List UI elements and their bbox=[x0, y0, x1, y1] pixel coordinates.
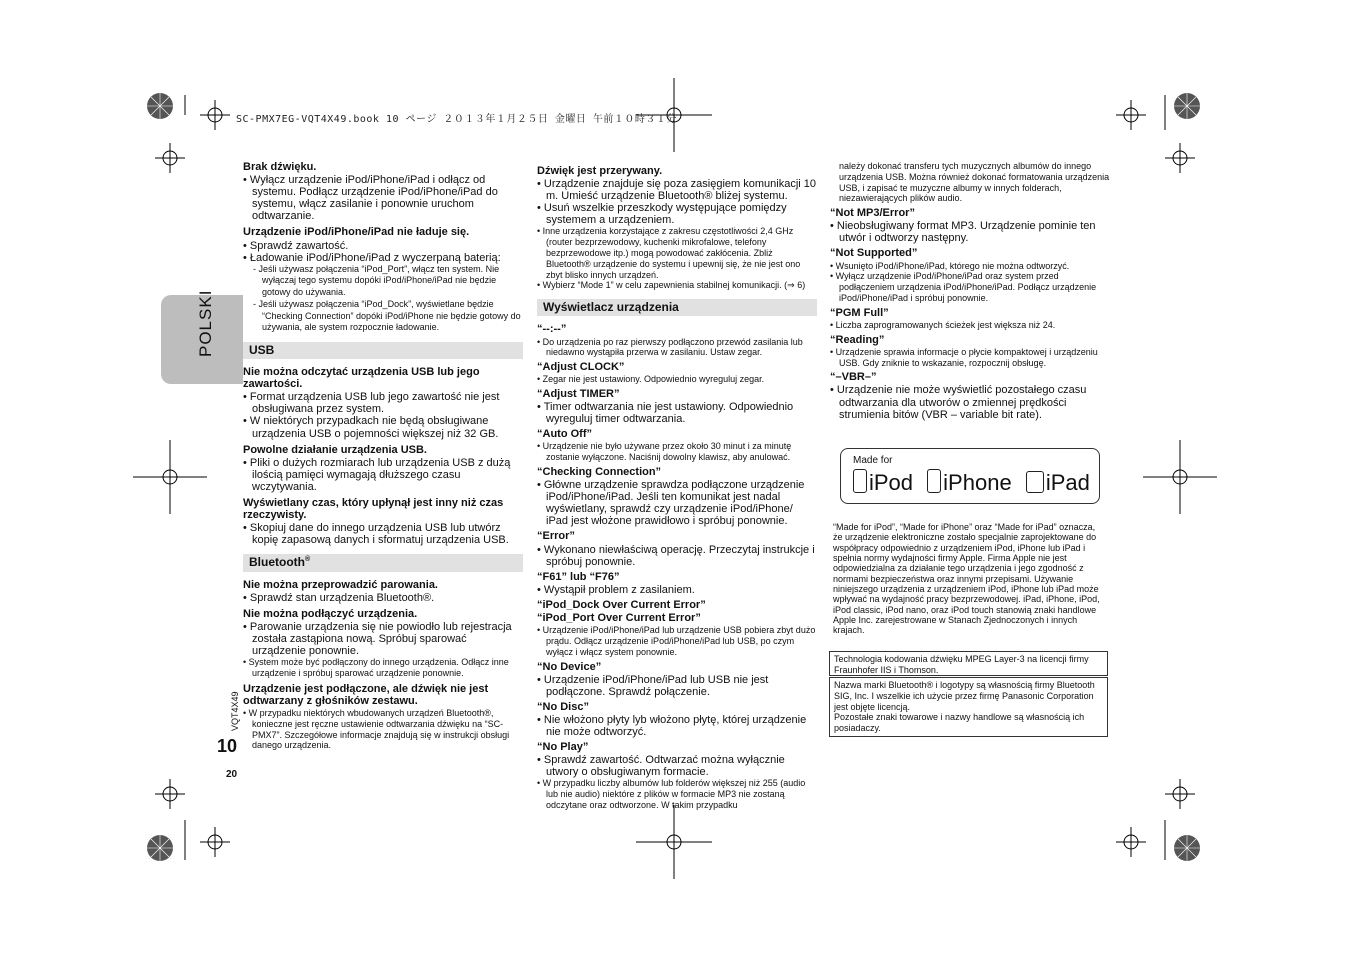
message-explanation: • Urządzenie nie może wyświetlić pozostałego czasu odtwarzania dla utworów o zmiennej prędkości strumienia bitów (VBR – variable bit rate). bbox=[830, 384, 1110, 420]
solution-bullet: • Urządzenie znajduje się poza zasięgiem komunikacji 10 m. Umieść urządzenie Bluetooth® bliżej systemu. bbox=[537, 178, 817, 202]
display-message: “Auto Off” bbox=[537, 428, 592, 441]
message-explanation: • Urządzenie sprawia informacje o płycie kompaktowej i urządzeniu USB. Gdy zniknie to wskazanie, rozpocznij obsługę. bbox=[830, 347, 1110, 369]
problem-heading: Nie można odczytać urządzenia USB lub jego zawartości. bbox=[243, 366, 480, 391]
solution-bullet: • Wybierz “Mode 1” w celu zapewnienia stabilnej komunikacji. (⇒ 6) bbox=[537, 280, 817, 291]
mpeg-license-text: Technologia kodowania dźwięku MPEG Layer-3 na licencji firmy Fraunhofer IIS i Thomson. bbox=[834, 654, 1089, 675]
column-3 bbox=[830, 161, 1110, 421]
display-message: “iPod_Port Over Current Error” bbox=[537, 612, 701, 625]
problem-heading: Urządzenie iPod/iPhone/iPad nie ładuje się. bbox=[243, 226, 470, 239]
display-message: “F61” lub “F76” bbox=[537, 570, 620, 583]
display-message: “Adjust TIMER” bbox=[537, 388, 620, 401]
crosshair-mark-icon bbox=[155, 779, 185, 809]
message-explanation: • Główne urządzenie sprawdza podłączone urządzenie iPod/iPhone/iPad. Jeśli ten komunikat jest nadal wyświetlany, sprawdź czy urządzenie iPod/iPhone/ iPad jest włożone prawidłowo i spróbuj ponownie. bbox=[537, 479, 817, 527]
crosshair-mark-icon bbox=[636, 805, 712, 879]
solution-bullet: • Pliki o dużych rozmiarach lub urządzenia USB z dużą ilością pamięci wymagają dłuższego czasu wczytywania. bbox=[243, 457, 523, 493]
message-explanation: • Do urządzenia po raz pierwszy podłączono przewód zasilania lub niedawno wystąpiła przerwa w zasilaniu. Ustaw zegar. bbox=[537, 337, 817, 359]
problem-heading: Nie można podłączyć urządzenia. bbox=[243, 607, 418, 620]
language-tab-label: POLSKI bbox=[196, 289, 215, 357]
crosshair-mark-icon bbox=[1165, 143, 1195, 173]
message-explanation: • Timer odtwarzania nie jest ustawiony. Odpowiednio wyreguluj timer odtwarzania. bbox=[537, 401, 817, 425]
solution-bullet: • Sprawdź zawartość. bbox=[243, 240, 523, 252]
ipod-icon bbox=[853, 469, 867, 493]
display-message: “–VBR–” bbox=[830, 371, 877, 384]
message-explanation: • Wsunięto iPod/iPhone/iPad, którego nie można odtworzyć. bbox=[830, 261, 1110, 272]
message-explanation: • Zegar nie jest ustawiony. Odpowiednio wyreguluj zegar. bbox=[537, 374, 817, 385]
solution-bullet: • W niektórych przypadkach nie będą obsługiwane urządzenia USB o pojemności większej niż 32 GB. bbox=[243, 415, 523, 439]
problem-heading: Wyświetlany czas, który upłynął jest inny niż czas rzeczywisty. bbox=[243, 497, 504, 522]
other-trademarks-text: Pozostałe znaki towarowe i nazwy handlowe są własnością ich posiadaczy. bbox=[834, 712, 1085, 734]
problem-heading: Dźwięk jest przerywany. bbox=[537, 165, 663, 177]
apple-trademark-note: “Made for iPod”, “Made for iPhone” oraz “Made for iPad” oznacza, że urządzenie elektroniczne zostało specjalnie zaprojektowane do współpracy odpowiednio z urządzeniem iPod, iPhone lub iPad i spełnia normy wydajności firmy Apple. Firma Apple nie jest odpowiedzialna za działanie tego urządzenia i jego zgodność z normami bezpieczeństwa oraz innymi przepisami. Używanie niniejszego urządzenia z urządzeniem iPod, iPhone lub iPad może wpływać na wydajność pracy bezprzewodowej. iPad, iPhone, iPod, iPod classic, iPod nano, oraz iPod touch stanowią znaki handlowe Apple Inc. zarejestrowane w Stanach Zjednoczonych i innych krajach. bbox=[833, 522, 1100, 636]
crosshair-mark-icon bbox=[1116, 827, 1146, 857]
solution-bullet: • Format urządzenia USB lub jego zawartość nie jest obsługiwana przez system. bbox=[243, 391, 523, 415]
problem-heading: Urządzenie jest podłączone, ale dźwięk nie jest odtwarzany z głośników zestawu. bbox=[243, 682, 489, 707]
crosshair-mark-icon bbox=[200, 100, 230, 130]
display-message: “No Disc” bbox=[537, 700, 589, 713]
display-message: “iPod_Dock Over Current Error” bbox=[537, 598, 706, 611]
solution-bullet: • Parowanie urządzenia się nie powiodło lub rejestracja została zastąpiona nową. Spróbuj sparować urządzenie ponownie. bbox=[243, 621, 523, 657]
message-explanation: • Urządzenie iPod/iPhone/iPad lub USB nie jest podłączone. Sprawdź połączenie. bbox=[537, 674, 817, 698]
message-explanation: • Urządzenie iPod/iPhone/iPad lub urządzenie USB pobiera zbyt dużo prądu. Odłącz urządzenie iPod/iPhone/iPad lub USB, po czym wyłącz i włącz system ponownie. bbox=[537, 625, 817, 657]
logo-device-names bbox=[853, 469, 1098, 496]
display-message: “Checking Connection” bbox=[537, 465, 662, 478]
logo-iphone: iPhone bbox=[943, 470, 1012, 495]
section-title-display: Wyświetlacz urządzenia bbox=[537, 299, 817, 316]
message-explanation: • Nieobsługiwany format MP3. Urządzenie pominie ten utwór i odtworzy następny. bbox=[830, 220, 1110, 244]
display-message: “Not Supported” bbox=[830, 247, 918, 260]
page-number: 10 bbox=[217, 736, 238, 756]
section-title-bluetooth bbox=[243, 554, 523, 571]
solution-bullet: • Sprawdź stan urządzenia Bluetooth®. bbox=[243, 592, 523, 604]
display-message: “No Device” bbox=[537, 660, 602, 673]
ipad-icon bbox=[1026, 471, 1044, 493]
iphone-icon bbox=[927, 469, 941, 493]
crosshair-mark-icon bbox=[1143, 440, 1217, 514]
message-explanation: • Sprawdź zawartość. Odtwarzać można wyłącznie utwory o obsługiwanym formacie. bbox=[537, 754, 817, 778]
problem-heading: Nie można przeprowadzić parowania. bbox=[243, 578, 438, 591]
message-explanation: • W przypadku liczby albumów lub folderów większej niż 255 (audio lub nie audio) niektóre z plików w formacie MP3 nie zostaną odczytane oraz odtworzone. W takim przypadku bbox=[537, 778, 817, 810]
problem-heading: Brak dźwięku. bbox=[243, 161, 317, 173]
sub-dash-item: - Jeśli używasz połączenia “iPod_Dock”, wyświetlane będzie “Checking Connection” dopóki iPod/iPhone nie będzie gotowy do używania, ale system rozpocznie ładowanie. bbox=[243, 299, 523, 334]
crosshair-mark-icon bbox=[1165, 779, 1195, 809]
solution-bullet: • W przypadku niektórych wbudowanych urządzeń Bluetooth®, konieczne jest ręczne ustawienie odtwarzania dźwięku na “SC-PMX7”. Szczegółowe informacje znajdują się w instrukcji obsługi danego urządzenia. bbox=[243, 708, 523, 751]
column-1 bbox=[243, 161, 523, 751]
message-explanation: • Wykonano niewłaściwą operację. Przeczytaj instrukcje i spróbuj ponownie. bbox=[537, 544, 817, 568]
logo-made-for: Made for bbox=[853, 455, 893, 466]
solution-bullet: • Skopiuj dane do innego urządzenia USB lub utwórz kopię zapasową danych i sformatuj urządzenia USB. bbox=[243, 522, 523, 546]
message-explanation: • Urządzenie nie było używane przez około 30 minut i za minutę zostanie wyłączone. Naciśnij dowolny klawisz, aby anulować. bbox=[537, 441, 817, 463]
page-number-small: 20 bbox=[226, 769, 238, 780]
crosshair-mark-icon bbox=[133, 440, 207, 514]
display-message: “Adjust CLOCK” bbox=[537, 361, 625, 374]
section-title-text: Bluetooth bbox=[249, 555, 305, 570]
crosshair-mark-icon bbox=[155, 143, 185, 173]
made-for-logo bbox=[840, 448, 1100, 504]
bluetooth-trademark-box bbox=[829, 677, 1108, 737]
section-title-usb: USB bbox=[243, 342, 523, 359]
side-code: VQT4X49 bbox=[230, 691, 240, 731]
problem-heading: Powolne działanie urządzenia USB. bbox=[243, 443, 427, 456]
solution-bullet: • System może być podłączony do innego urządzenia. Odłącz inne urządzenie i spróbuj sparować urządzenie ponownie. bbox=[243, 657, 523, 679]
display-message: “Reading” bbox=[830, 333, 885, 346]
solution-bullet: • Ładowanie iPod/iPhone/iPad z wyczerpaną baterią: bbox=[243, 252, 523, 264]
logo-ipad: iPad bbox=[1045, 470, 1090, 495]
display-message: “Error” bbox=[537, 530, 575, 543]
crosshair-mark-icon bbox=[200, 827, 230, 857]
message-explanation: • Wyłącz urządzenie iPod/iPhone/iPad oraz system przed podłączeniem urządzenia iPod/iPhone/iPad. Podłącz urządzenie iPod/iPhone/iPad i spróbuj ponownie. bbox=[830, 271, 1110, 303]
display-message: “--:--” bbox=[537, 323, 567, 336]
print-header-line: SC-PMX7EG-VQT4X49.book 10 ページ ２０１３年１月２５日 金曜日 午前１０時３１分 bbox=[236, 114, 677, 125]
solution-bullet: • Usuń wszelkie przeszkody występujące pomiędzy systemem a urządzeniem. bbox=[537, 202, 817, 226]
continued-text: należy dokonać transferu tych muzycznych albumów do innego urządzenia USB. Można również dokonać formatowania urządzenia USB, i zapisać te muzyczne albumy w innych folderach, niezawierających plików audio. bbox=[839, 161, 1110, 204]
display-message: “Not MP3/Error” bbox=[830, 207, 915, 220]
sub-dash-item: - Jeśli używasz połączenia “iPod_Port”, włącz ten system. Nie wyłączaj tego systemu dopóki iPod/iPhone/iPad nie będzie gotowy do używania. bbox=[243, 264, 523, 299]
message-explanation: • Liczba zaprogramowanych ścieżek jest większa niż 24. bbox=[830, 320, 1110, 331]
mpeg-license-box bbox=[829, 651, 1108, 676]
crosshair-mark-icon bbox=[1116, 100, 1146, 130]
display-message: “No Play” bbox=[537, 741, 589, 754]
bluetooth-trademark-text: Nazwa marki Bluetooth® i logotypy są własnością firmy Bluetooth SIG, Inc. I wszelkie ich użycie przez firmę Panasonic Corporation jest objęte licencją. bbox=[834, 680, 1095, 712]
solution-bullet: • Inne urządzenia korzystające z zakresu częstotliwości 2,4 GHz (router bezprzewodowy, kuchenki mikrofalowe, telefony bezprzewodowe itp.) mogą powodować zakłócenia. Zbliż Bluetooth® urządzenie do systemu i upewnij się, że nie jest ono zbyt blisko innych urządzeń. bbox=[537, 226, 817, 280]
message-explanation: • Wystąpił problem z zasilaniem. bbox=[537, 584, 817, 596]
column-2 bbox=[537, 165, 817, 811]
display-message: “PGM Full” bbox=[830, 306, 889, 319]
registered-mark: ® bbox=[305, 556, 311, 564]
message-explanation: • Nie włożono płyty lyb włożono płytę, której urządzenie nie może odtworzyć. bbox=[537, 714, 817, 738]
solution-bullet: • Wyłącz urządzenie iPod/iPhone/iPad i odłącz od systemu. Podłącz urządzenie iPod/iPhone/iPad do systemu, włącz zasilanie i ponownie uruchom odtwarzanie. bbox=[243, 174, 523, 222]
logo-ipod: iPod bbox=[869, 470, 914, 495]
